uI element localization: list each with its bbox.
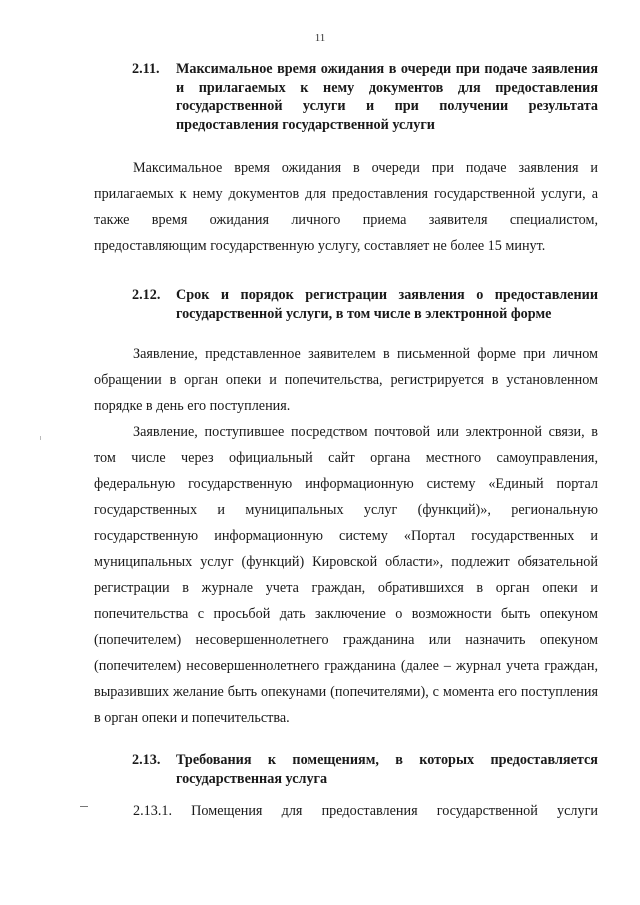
section-heading-2-12 — [132, 286, 598, 323]
section-title: Требования к помещениям, в которых предоставляется государственная услуга — [176, 752, 598, 787]
paragraph: Максимальное время ожидания в очереди при подаче заявления и прилагаемых к нему документов для предоставления государственной услуги, а также время ожидания личного приема заявителя специалистом, предоставляющим государственную услугу, составляет не более 15 минут. — [94, 160, 598, 254]
margin-dash-mark — [80, 806, 88, 807]
paragraph: Заявление, поступившее посредством почтовой или электронной связи, в том числе через официальный сайт органа местного самоуправления, федеральную государственную информационную систему «Единый портал государственных и муниципальных услуг (функций)», региональную государственную информационную систему «Портал государственных и муниципальных услуг (функций) Кировской области», подлежит обязательной регистрации в журнале учета граждан, обратившихся в орган опеки и попечительства с просьбой дать заключение о возможности быть опекуном (попечителем) несовершеннолетнего гражданина или назначить опекуном (попечителем) несовершеннолетнего гражданина (далее – журнал учета граждан, выразивших желание быть опекунами (попечителями), с момента его поступления в орган опеки и попечительства. — [94, 424, 598, 726]
section-number: 2.13. — [132, 752, 161, 768]
margin-tick-mark — [40, 436, 41, 440]
paragraph: Заявление, представленное заявителем в письменной форме при личном обращении в орган опеки и попечительства, регистрируется в установленном порядке в день его поступления. — [94, 346, 598, 414]
section-title: Срок и порядок регистрации заявления о предоставлении государственной услуги, в том числе в электронной форме — [176, 287, 598, 322]
section-number: 2.12. — [132, 287, 161, 303]
page-number: 11 — [314, 32, 326, 44]
paragraph: 2.13.1. Помещения для предоставления государственной услуги — [133, 803, 598, 819]
section-heading-2-13 — [132, 751, 598, 788]
section-number: 2.11. — [132, 61, 160, 77]
section-title: Максимальное время ожидания в очереди при подаче заявления и прилагаемых к нему документов для предоставления государственной услуги и при получении результата предоставления государственной услуги — [176, 61, 598, 133]
section-heading-2-11 — [132, 60, 598, 134]
